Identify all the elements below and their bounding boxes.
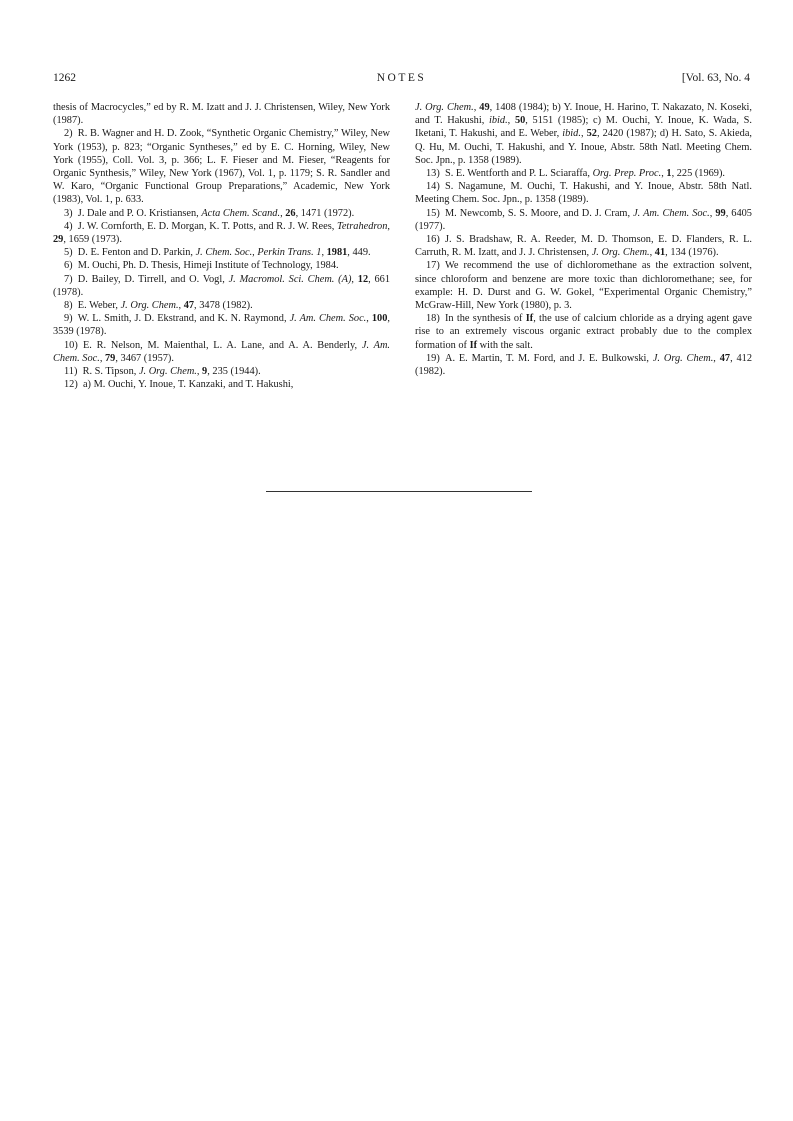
volume-bold: If bbox=[525, 313, 534, 325]
reference-number: 14) bbox=[426, 181, 440, 193]
journal-title: J. Am. Chem. Soc. bbox=[289, 313, 367, 325]
reference-text: , bbox=[366, 313, 372, 325]
reference-text: E. R. Nelson, M. Maienthal, L. A. Lane, and A. A. Benderly, bbox=[82, 339, 362, 351]
reference-text: , 449. bbox=[347, 247, 371, 259]
reference-text: We recommend the use of dichloromethane as the extraction solvent, since chloroform and benzene are more toxic than dichloromethane; see, for example: H. D. Durst and G. W. Gokel, “Experimental Organic Chemistry,” McGraw-Hill, New York (1980), p. 3. bbox=[415, 260, 752, 312]
reference-text: , 134 (1976). bbox=[665, 247, 719, 259]
reference-text: , bbox=[178, 300, 184, 312]
reference-number: 11) bbox=[64, 366, 78, 378]
journal-title: J. Am. Chem. Soc. bbox=[53, 339, 391, 364]
reference-text: a) M. Ouchi, Y. Inoue, T. Kanzaki, and T. Hakushi, bbox=[82, 379, 294, 391]
reference-continuation bbox=[415, 101, 752, 167]
reference-item bbox=[415, 233, 752, 259]
journal-title: J. Org. Chem. bbox=[652, 352, 714, 364]
reference-item bbox=[53, 220, 390, 246]
reference-item bbox=[53, 312, 390, 338]
reference-text: R. B. Wagner and H. D. Zook, “Synthetic Organic Chemistry,” Wiley, New York (1953), p. 823; “Organic Syntheses,” ed by E. C. Horning, Wiley, New York (1955), Coll. Vol. 3, p. 366; L. F. Fieser and M. Fieser, “Reagents for Organic Synthesis,” Wiley, New York (1967), Vol. 1, p. 1179; S. R. Sandler and W. Karo, “Organic Functional Group Preparations,” Academic, New York (1983), Vol. 1, p. 633. bbox=[53, 128, 390, 206]
volume-bold: 1981 bbox=[326, 247, 348, 259]
reference-item bbox=[53, 299, 390, 312]
volume-bold: 47 bbox=[719, 352, 731, 364]
references-right-column bbox=[415, 101, 752, 378]
volume-bold: 52 bbox=[586, 128, 597, 140]
reference-continuation bbox=[53, 101, 390, 127]
journal-title: J. Chem. Soc., Perkin Trans. 1 bbox=[195, 247, 322, 259]
reference-text: D. E. Fenton and D. Parkin, bbox=[77, 247, 196, 259]
reference-text: thesis of Macrocycles,” ed by R. M. Izatt and J. J. Christensen, Wiley, New York (1987). bbox=[53, 102, 390, 127]
reference-text: , bbox=[649, 247, 655, 259]
reference-text: , bbox=[713, 352, 720, 364]
reference-item bbox=[53, 259, 390, 272]
reference-number: 6) bbox=[64, 260, 73, 272]
section-title: NOTES bbox=[376, 72, 427, 84]
reference-text: S. E. Wentforth and P. L. Sciaraffa, bbox=[444, 168, 593, 180]
running-header bbox=[53, 72, 750, 88]
journal-title: J. Macromol. Sci. Chem. (A) bbox=[228, 273, 352, 285]
reference-number: 17) bbox=[426, 260, 440, 272]
reference-number: 13) bbox=[426, 168, 440, 180]
reference-item bbox=[53, 207, 390, 220]
reference-number: 5) bbox=[64, 247, 73, 259]
reference-number: 7) bbox=[64, 273, 73, 285]
volume-bold: If bbox=[469, 339, 478, 351]
reference-text: with the salt. bbox=[477, 339, 533, 351]
reference-item bbox=[415, 207, 752, 233]
reference-text: , 2420 (1987); d) H. Sato, S. Akieda, Q. Hu, M. Ouchi, T. Hakushi, and Y. Inoue, Abstr. 58th Natl. Meeting Chem. Soc. Jpn., p. 1358 (1989). bbox=[415, 128, 753, 166]
reference-text: , bbox=[661, 168, 667, 180]
journal-title: ibid. bbox=[562, 128, 581, 140]
volume-bold: 26 bbox=[285, 207, 296, 219]
reference-text: , 235 (1944). bbox=[207, 366, 261, 378]
volume-bold: 99 bbox=[715, 207, 726, 219]
reference-text: A. E. Martin, T. M. Ford, and J. E. Bulkowski, bbox=[444, 352, 653, 364]
reference-text: W. L. Smith, J. D. Ekstrand, and K. N. Raymond, bbox=[77, 313, 290, 325]
reference-item bbox=[415, 259, 752, 312]
reference-text: , 6405 (1977). bbox=[415, 207, 752, 232]
volume-bold: 9 bbox=[202, 366, 208, 378]
reference-number: 2) bbox=[64, 128, 73, 140]
reference-text: , bbox=[709, 207, 716, 219]
reference-number: 12) bbox=[64, 379, 78, 391]
reference-text: , 1408 (1984); b) Y. Inoue, H. Harino, T. Nakazato, N. Koseki, and T. Hakushi, bbox=[415, 102, 753, 127]
journal-title: J. Am. Chem. Soc. bbox=[633, 207, 710, 219]
volume-bold: 47 bbox=[183, 300, 195, 312]
reference-text: E. Weber, bbox=[77, 300, 121, 312]
reference-number: 18) bbox=[426, 313, 440, 325]
reference-text: , bbox=[99, 352, 105, 364]
reference-text: , bbox=[580, 128, 587, 140]
reference-item bbox=[53, 127, 390, 206]
journal-title: J. Org. Chem. bbox=[138, 366, 197, 378]
reference-text: , bbox=[387, 220, 390, 232]
reference-number: 10) bbox=[64, 339, 78, 351]
reference-text: , bbox=[196, 366, 203, 378]
reference-number: 19) bbox=[426, 352, 440, 364]
journal-title: J. Org. Chem. bbox=[415, 102, 474, 113]
reference-text: M. Newcomb, S. S. Moore, and D. J. Cram, bbox=[444, 207, 634, 219]
reference-text: J. W. Cornforth, E. D. Morgan, K. T. Potts, and R. J. W. Rees, bbox=[77, 220, 338, 232]
volume-bold: 41 bbox=[654, 247, 666, 259]
reference-text: , bbox=[473, 102, 480, 113]
reference-text: J. S. Bradshaw, R. A. Reeder, M. D. Thomson, E. D. Flanders, R. L. Carruth, R. M. Izatt, and J. J. Christensen, bbox=[415, 234, 752, 259]
reference-text: D. Bailey, D. Tirrell, and O. Vogl, bbox=[77, 273, 229, 285]
journal-title: J. Org. Chem. bbox=[591, 247, 650, 259]
page-number: 1262 bbox=[53, 72, 76, 84]
volume-bold: 49 bbox=[479, 102, 490, 113]
reference-item bbox=[415, 312, 752, 352]
volume-bold: 100 bbox=[371, 313, 388, 325]
volume-issue: [Vol. 63, No. 4 bbox=[681, 72, 750, 84]
reference-text: In the synthesis of bbox=[444, 313, 526, 325]
reference-text: , bbox=[351, 273, 358, 285]
reference-item bbox=[53, 246, 390, 259]
reference-text: , 5151 (1985); c) M. Ouchi, Y. Inoue, K. Wada, S. Iketani, T. Hakushi, and E. Weber, bbox=[415, 115, 752, 140]
journal-title: J. Org. Chem. bbox=[120, 300, 179, 312]
reference-text: , the use of calcium chloride as a drying agent gave rise to an extremely viscous organic extract probably due to the complex formation of bbox=[415, 313, 752, 351]
journal-title: ibid. bbox=[488, 115, 508, 127]
journal-title: Acta Chem. Scand. bbox=[201, 207, 281, 219]
volume-bold: 29 bbox=[53, 234, 64, 246]
volume-bold: 12 bbox=[357, 273, 369, 285]
reference-item bbox=[415, 180, 752, 206]
reference-text: , 1471 (1972). bbox=[295, 207, 355, 219]
reference-item bbox=[53, 365, 390, 378]
reference-text: , 412 (1982). bbox=[415, 352, 753, 378]
journal-title: Tetrahedron bbox=[337, 220, 388, 232]
reference-text: M. Ouchi, Ph. D. Thesis, Himeji Institute of Technology, 1984. bbox=[77, 260, 339, 272]
reference-text: , 225 (1969). bbox=[671, 168, 726, 180]
end-rule bbox=[266, 491, 532, 492]
reference-number: 16) bbox=[426, 234, 440, 246]
reference-number: 3) bbox=[64, 207, 73, 219]
reference-item bbox=[53, 339, 390, 365]
journal-title: Org. Prep. Proc. bbox=[592, 168, 662, 180]
reference-text: , bbox=[507, 115, 515, 127]
reference-number: 15) bbox=[426, 207, 440, 219]
reference-text: J. Dale and P. O. Kristiansen, bbox=[77, 207, 202, 219]
reference-text: , 3478 (1982). bbox=[194, 300, 253, 312]
reference-item bbox=[415, 167, 752, 180]
reference-item bbox=[53, 273, 390, 299]
volume-bold: 50 bbox=[514, 115, 526, 127]
reference-text: , bbox=[321, 247, 327, 259]
reference-text: , 3467 (1957). bbox=[115, 352, 174, 364]
reference-text: , bbox=[280, 207, 286, 219]
reference-text: , 661 (1978). bbox=[53, 273, 391, 298]
reference-item bbox=[53, 378, 390, 391]
references-left-column bbox=[53, 101, 390, 391]
volume-bold: 1 bbox=[666, 168, 672, 180]
reference-text: R. S. Tipson, bbox=[82, 366, 139, 378]
reference-text: , 1659 (1973). bbox=[63, 234, 122, 246]
volume-bold: 79 bbox=[105, 352, 116, 364]
reference-item bbox=[415, 352, 752, 378]
reference-text: S. Nagamune, M. Ouchi, T. Hakushi, and Y. Inoue, Abstr. 58th Natl. Meeting Chem. Soc. Jpn., p. 1358 (1989). bbox=[415, 181, 752, 206]
reference-number: 9) bbox=[64, 313, 73, 325]
reference-text: , 3539 (1978). bbox=[53, 313, 390, 338]
reference-number: 4) bbox=[64, 220, 73, 232]
reference-number: 8) bbox=[64, 300, 73, 312]
